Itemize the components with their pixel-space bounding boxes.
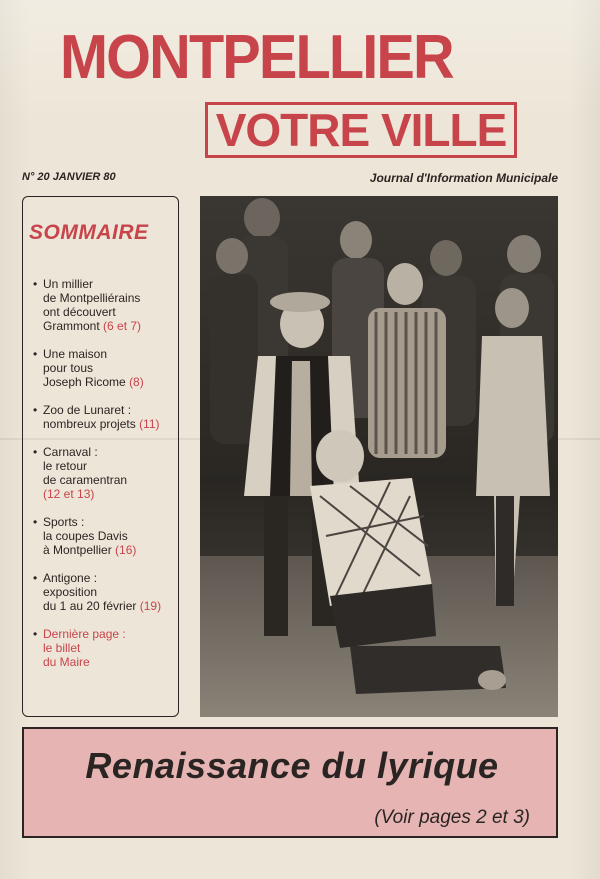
summary-item-line <box>43 403 173 417</box>
summary-item-line <box>43 291 173 305</box>
summary-page-ref: (16) <box>115 543 137 557</box>
summary-item-line <box>43 655 173 669</box>
bullet-icon: • <box>33 445 38 459</box>
summary-item-text: pour tous <box>43 361 94 375</box>
summary-item-line <box>43 515 173 529</box>
summary-item-text: de Montpelliérains <box>43 291 141 305</box>
summary-item-text: la coupes Davis <box>43 529 128 543</box>
summary-item-line <box>43 487 173 501</box>
summary-item <box>33 571 173 613</box>
bullet-icon: • <box>33 347 38 361</box>
bullet-icon: • <box>33 403 38 417</box>
summary-page-ref: (6 et 7) <box>103 319 142 333</box>
summary-box <box>22 196 179 717</box>
summary-item-line <box>43 445 173 459</box>
summary-item-line <box>43 529 173 543</box>
summary-item <box>33 403 173 431</box>
summary-item-text: exposition <box>43 585 98 599</box>
summary-item-line <box>43 571 173 585</box>
summary-item-line <box>43 277 173 291</box>
summary-item-line <box>43 417 173 431</box>
summary-item-text: Sports : <box>43 515 85 529</box>
summary-item-line <box>43 375 173 389</box>
summary-item-line <box>43 641 173 655</box>
summary-page-ref: (11) <box>139 417 160 431</box>
summary-item-text: à Montpellier <box>43 543 112 557</box>
summary-item-line <box>43 585 173 599</box>
summary-item-line <box>43 319 173 333</box>
summary-page-ref: (12 et 13) <box>43 487 95 501</box>
summary-item <box>33 627 173 669</box>
summary-page-ref: (8) <box>129 375 144 389</box>
summary-item-text: du 1 au 20 février <box>43 599 137 613</box>
summary-page-ref: (19) <box>139 599 162 613</box>
bullet-icon: • <box>33 515 38 529</box>
headline-subtitle: (Voir pages 2 et 3) <box>374 807 530 828</box>
summary-item-text: de caramentran <box>43 473 128 487</box>
summary-item-line <box>43 599 173 613</box>
summary-item-line <box>43 361 173 375</box>
summary-item-text: Une maison <box>43 347 108 361</box>
summary-item-line <box>43 627 173 641</box>
headline-banner <box>22 727 558 838</box>
summary-item-text: le billet <box>43 641 81 655</box>
bullet-icon: • <box>33 277 38 291</box>
summary-list <box>33 251 173 669</box>
summary-item-text: du Maire <box>43 655 90 669</box>
summary-item-text: Antigone : <box>43 571 98 585</box>
masthead-title: MONTPELLIER <box>60 23 453 92</box>
summary-title: SOMMAIRE <box>29 221 149 244</box>
summary-item-line <box>43 459 173 473</box>
summary-item-text: Un millier <box>43 277 94 291</box>
summary-item-line <box>43 543 173 557</box>
summary-item <box>33 515 173 557</box>
summary-item-text: Joseph Ricome <box>43 375 126 389</box>
summary-item-text: Carnaval : <box>43 445 98 459</box>
summary-item <box>33 347 173 389</box>
summary-item-text: Grammont <box>43 319 100 333</box>
opera-scene-illustration <box>200 196 558 717</box>
summary-item-text: nombreux projets <box>43 417 136 431</box>
summary-item-text: le retour <box>43 459 88 473</box>
opera-photo <box>200 196 558 717</box>
summary-item-text: ont découvert <box>43 305 116 319</box>
headline-title: Renaissance du lyrique <box>85 745 499 786</box>
summary-item-line <box>43 305 173 319</box>
summary-item <box>33 445 173 501</box>
bullet-icon: • <box>33 627 38 641</box>
summary-item-line <box>43 473 173 487</box>
bullet-icon: • <box>33 571 38 585</box>
summary-item <box>33 277 173 333</box>
summary-item-line <box>43 347 173 361</box>
summary-item-text: Dernière page : <box>43 627 126 641</box>
summary-item-text: Zoo de Lunaret : <box>43 403 132 417</box>
issue-number: N° 20 JANVIER 80 <box>22 171 116 183</box>
masthead-subtitle: VOTRE VILLE <box>205 102 517 158</box>
journal-tagline: Journal d'Information Municipale <box>369 171 558 185</box>
